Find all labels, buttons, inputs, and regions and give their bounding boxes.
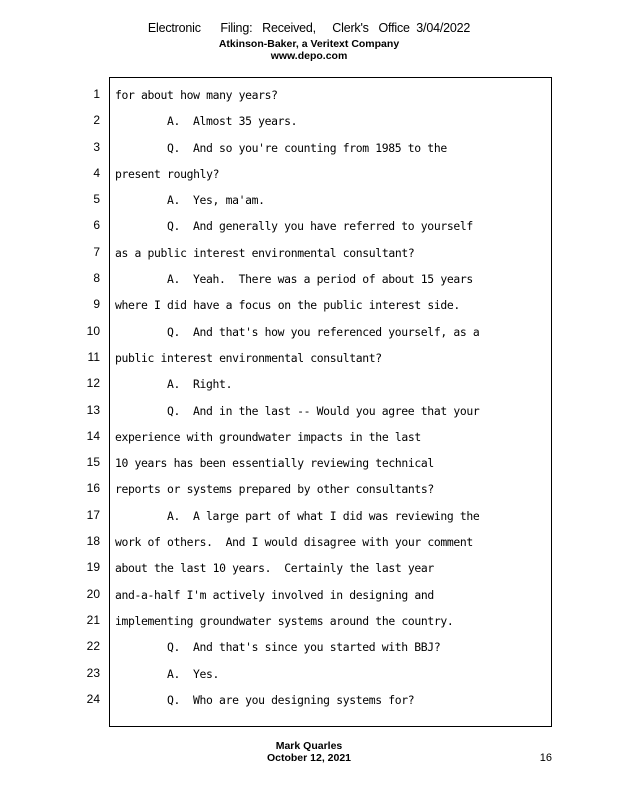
transcript-line: about the last 10 years. Certainly the last year	[115, 561, 434, 576]
transcript-line: A. Almost 35 years.	[167, 114, 298, 129]
line-number: 13	[86, 402, 100, 417]
company-name: Atkinson-Baker, a Veritext Company	[218, 38, 400, 50]
line-number: 12	[86, 376, 100, 391]
line-number: 10	[86, 323, 100, 338]
filing-stamp: Electronic Filing: Received, Clerk's Office 3/04/2022	[147, 21, 471, 35]
line-number: 19	[86, 560, 100, 575]
line-number: 22	[86, 639, 100, 654]
line-number: 11	[87, 349, 100, 364]
line-number: 6	[93, 218, 100, 233]
line-number: 16	[86, 481, 100, 496]
transcript-box	[109, 77, 552, 727]
line-number: 9	[93, 297, 100, 312]
line-number: 15	[86, 455, 100, 470]
line-number: 14	[86, 428, 100, 443]
transcript-line: as a public interest environmental consultant?	[115, 245, 415, 260]
transcript-line: Q. And that's how you referenced yourself, as a	[167, 324, 480, 339]
line-number: 20	[86, 586, 100, 601]
transcript-line: implementing groundwater systems around the country.	[115, 613, 454, 628]
line-number: 5	[93, 192, 100, 207]
line-number: 3	[93, 139, 100, 154]
witness-name: Mark Quarles	[275, 740, 343, 752]
line-number: 1	[93, 87, 100, 101]
line-number: 21	[86, 612, 100, 627]
transcript-line: A. Yes.	[167, 666, 220, 681]
transcript-line: Q. And generally you have referred to yourself	[167, 219, 473, 234]
line-number: 2	[93, 113, 100, 128]
line-number: 17	[86, 507, 100, 522]
line-number: 24	[86, 691, 100, 706]
transcript-line: A. A large part of what I did was reviewing the	[167, 508, 480, 523]
transcript-line: present roughly?	[115, 166, 220, 181]
line-number: 7	[93, 244, 100, 259]
deposition-date: October 12, 2021	[266, 752, 352, 764]
transcript-line: and-a-half I'm actively involved in designing and	[115, 587, 434, 602]
company-website: www.depo.com	[270, 50, 348, 62]
line-number: 8	[93, 271, 100, 286]
transcript-line: for about how many years?	[115, 88, 278, 102]
transcript-lines	[115, 82, 547, 713]
transcript-line: experience with groundwater impacts in the last	[115, 429, 421, 444]
transcript-line: public interest environmental consultant?	[115, 350, 382, 365]
transcript-line: A. Yes, ma'am.	[167, 193, 265, 208]
transcript-line: where I did have a focus on the public interest side.	[115, 298, 460, 313]
transcript-line: 10 years has been essentially reviewing technical	[115, 456, 434, 471]
transcript-line: work of others. And I would disagree with your comment	[115, 535, 473, 550]
line-number-column	[80, 81, 100, 712]
transcript-line: reports or systems prepared by other consultants?	[115, 482, 434, 497]
line-number: 18	[86, 534, 100, 549]
transcript-line: A. Yeah. There was a period of about 15 years	[167, 272, 473, 287]
line-number: 4	[93, 165, 100, 180]
page-number: 16	[539, 752, 552, 764]
transcript-line: Q. And so you're counting from 1985 to the	[167, 140, 447, 155]
transcript-line: Q. Who are you designing systems for?	[167, 692, 415, 707]
transcript-line: A. Right.	[167, 377, 233, 392]
transcript-line: Q. And in the last -- Would you agree that your	[167, 403, 480, 418]
transcript-line: Q. And that's since you started with BBJ?	[167, 640, 441, 655]
line-number: 23	[86, 665, 100, 680]
